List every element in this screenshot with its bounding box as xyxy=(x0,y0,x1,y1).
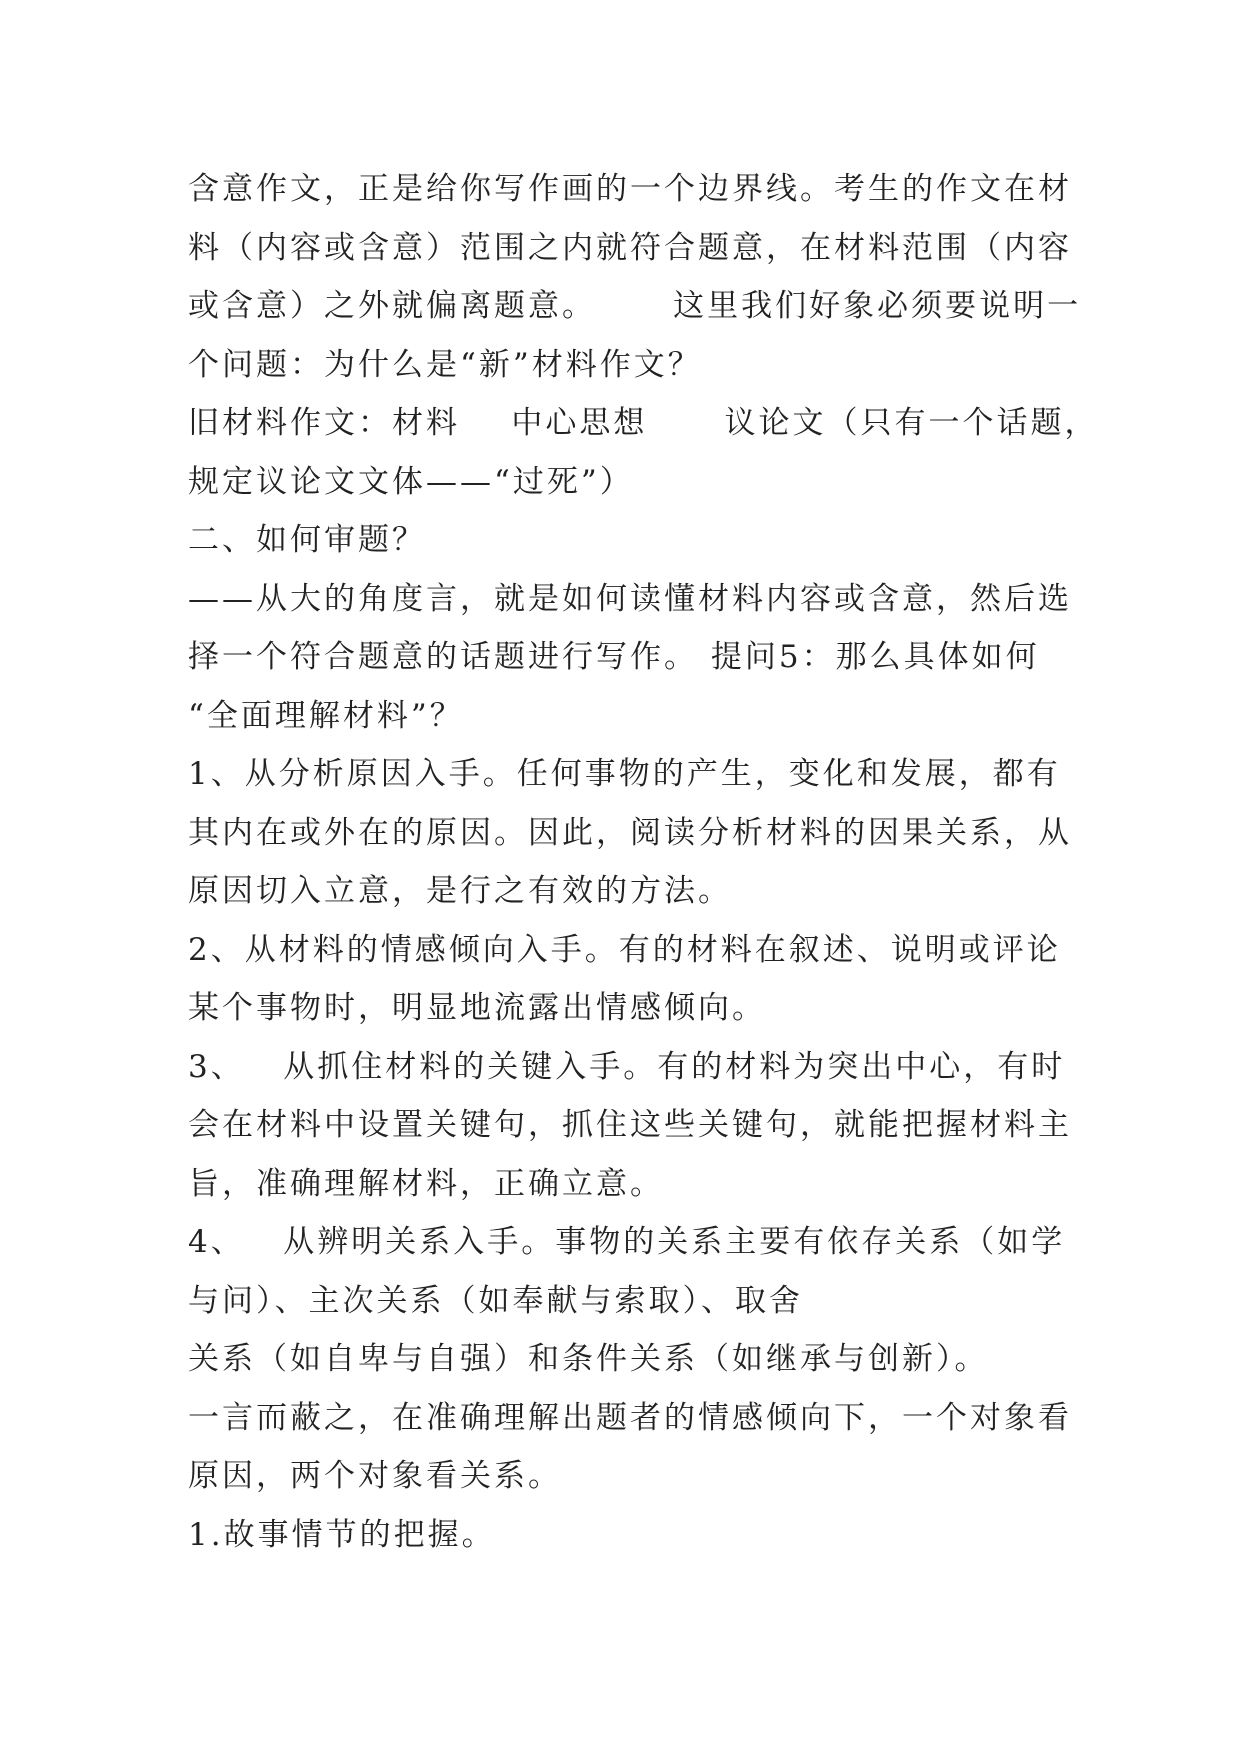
list-item-2: 2、从材料的情感倾向入手。有的材料在叙述、说明或评论 xyxy=(188,931,1061,968)
text-line: 旨，准确理解材料，正确立意。 xyxy=(188,1165,664,1202)
text-line: 原因切入立意，是行之有效的方法。 xyxy=(188,873,732,909)
text-line: 或含意）之外就偏离题意。 这里我们好象必须要说明一 xyxy=(188,288,1082,324)
text-line: 原因，两个对象看关系。 xyxy=(188,1458,562,1494)
text-line: ——从大的角度言，就是如何读懂材料内容或含意，然后选 xyxy=(188,580,1072,617)
text-line: 会在材料中设置关键句，抓住这些关键句，就能把握材料主 xyxy=(188,1107,1072,1143)
document-body xyxy=(188,160,1099,1564)
subsection-heading: 1.故事情节的把握。 xyxy=(188,1516,496,1553)
list-item-3: 3、 从抓住材料的关键入手。有的材料为突出中心，有时 xyxy=(188,1048,1066,1085)
text-line: 个问题：为什么是“新”材料作文？ xyxy=(188,346,702,383)
text-line: 关系（如自卑与自强）和条件关系（如继承与创新）。 xyxy=(188,1341,989,1377)
text-line: 料（内容或含意）范围之内就符合题意，在材料范围（内容 xyxy=(188,229,1072,266)
text-line: 择一个符合题意的话题进行写作。 提问5：那么具体如何 xyxy=(188,639,1040,675)
text-line: 旧材料作文：材料 中心思想 议论文（只有一个话题， xyxy=(188,405,1099,441)
text-line: “全面理解材料”？ xyxy=(188,697,464,734)
list-item-1: 1、从分析原因入手。任何事物的产生，变化和发展，都有 xyxy=(188,756,1061,792)
text-line: 含意作文，正是给你写作画的一个边界线。考生的作文在材 xyxy=(188,171,1072,207)
section-heading: 二、如何审题？ xyxy=(188,522,426,558)
text-line: 规定议论文文体——“过死”） xyxy=(188,463,634,500)
text-line: 与问）、主次关系（如奉献与索取）、取舍 xyxy=(188,1282,803,1319)
text-line: 其内在或外在的原因。因此，阅读分析材料的因果关系，从 xyxy=(188,814,1072,851)
list-item-4: 4、 从辨明关系入手。事物的关系主要有依存关系（如学 xyxy=(188,1224,1066,1260)
summary-line: 一言而蔽之，在准确理解出题者的情感倾向下，一个对象看 xyxy=(188,1399,1072,1436)
text-line: 某个事物时，明显地流露出情感倾向。 xyxy=(188,990,766,1026)
